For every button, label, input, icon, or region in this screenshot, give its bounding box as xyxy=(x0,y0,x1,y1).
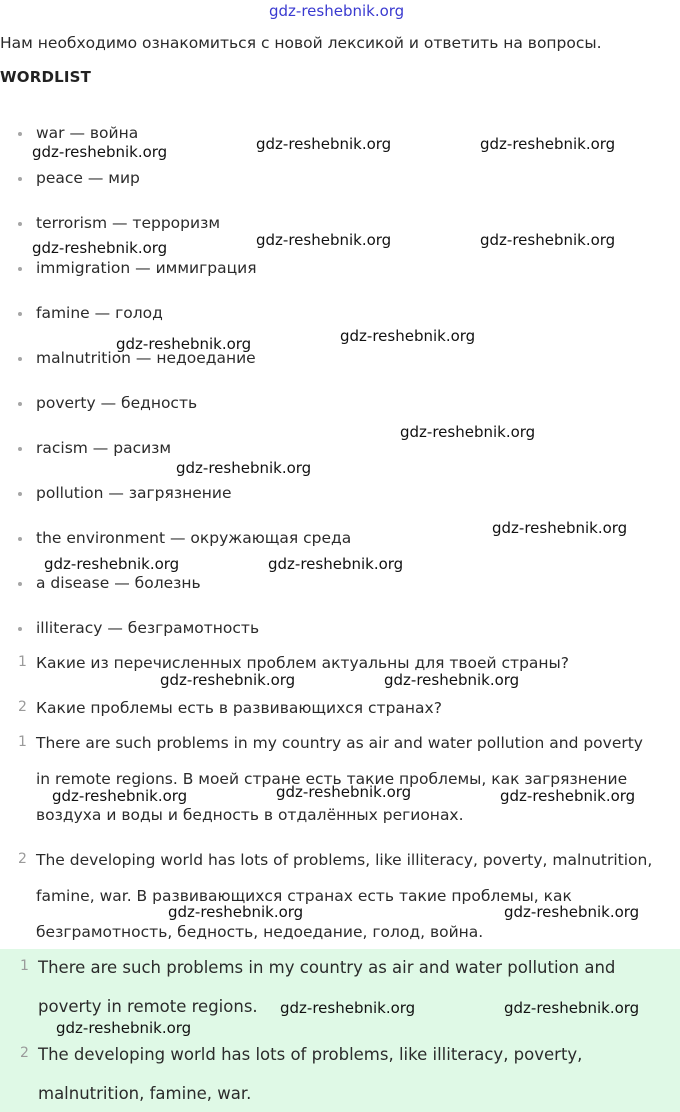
answer-line: воздуха и воды и бедность в отдалённых регионах. xyxy=(36,806,464,824)
watermark: gdz-reshebnik.org xyxy=(52,787,188,805)
list-item: poverty — бедность xyxy=(36,394,197,412)
bullet-icon xyxy=(18,312,22,316)
watermark: gdz-reshebnik.org xyxy=(56,1019,192,1037)
watermark: gdz-reshebnik.org xyxy=(492,519,628,537)
list-item: immigration — иммиграция xyxy=(36,259,257,277)
bullet-icon xyxy=(18,177,22,181)
watermark: gdz-reshebnik.org xyxy=(256,135,392,153)
bullet-icon xyxy=(18,582,22,586)
highlighted-answer-line: malnutrition, famine, war. xyxy=(38,1084,252,1103)
watermark: gdz-reshebnik.org xyxy=(268,555,404,573)
list-item: famine — голод xyxy=(36,304,163,322)
list-item: malnutrition — недоедание xyxy=(36,349,256,367)
watermark: gdz-reshebnik.org xyxy=(276,783,412,801)
answer-line: 2 The developing world has lots of problems, like illiteracy, poverty, malnutrition, xyxy=(18,851,653,869)
watermark: gdz-reshebnik.org xyxy=(504,903,640,921)
watermark: gdz-reshebnik.org xyxy=(168,903,304,921)
bullet-icon xyxy=(18,627,22,631)
list-item: pollution — загрязнение xyxy=(36,484,232,502)
list-item: a disease — болезнь xyxy=(36,574,201,592)
list-item: illiteracy — безграмотность xyxy=(36,619,259,637)
wordlist-heading: WORDLIST xyxy=(0,68,92,86)
list-item: peace — мир xyxy=(36,169,140,187)
watermark: gdz-reshebnik.org xyxy=(480,135,616,153)
highlighted-answer-line: 2 The developing world has lots of problems, like illiteracy, poverty, xyxy=(20,1045,583,1064)
answer-line: безграмотность, бедность, недоедание, голод, война. xyxy=(36,923,484,941)
bullet-icon xyxy=(18,357,22,361)
watermark: gdz-reshebnik.org xyxy=(176,459,312,477)
list-item: racism — расизм xyxy=(36,439,171,457)
list-item: war — война xyxy=(36,124,138,142)
watermark: gdz-reshebnik.org xyxy=(340,327,476,345)
watermark: gdz-reshebnik.org xyxy=(400,423,536,441)
watermark: gdz-reshebnik.org xyxy=(480,231,616,249)
highlighted-answer-line: poverty in remote regions. xyxy=(38,997,258,1016)
bullet-icon xyxy=(18,402,22,406)
watermark: gdz-reshebnik.org xyxy=(256,231,392,249)
list-item: the environment — окружающая среда xyxy=(36,529,351,547)
answer-line: famine, war. В развивающихся странах есть такие проблемы, как xyxy=(36,887,572,905)
watermark: gdz-reshebnik.org xyxy=(116,335,252,353)
watermark: gdz-reshebnik.org xyxy=(32,239,168,257)
bullet-icon xyxy=(18,132,22,136)
watermark: gdz-reshebnik.org xyxy=(384,671,520,689)
question-item: 1 Какие из перечисленных проблем актуальны для твоей страны? xyxy=(18,654,570,672)
answer-line: in remote regions. В моей стране есть такие проблемы, как загрязнение xyxy=(36,770,628,788)
watermark: gdz-reshebnik.org xyxy=(504,999,640,1017)
watermark: gdz-reshebnik.org xyxy=(44,555,180,573)
answer-line: 1 There are such problems in my country as air and water pollution and poverty xyxy=(18,734,643,752)
bullet-icon xyxy=(18,222,22,226)
highlighted-answer-line: 1 There are such problems in my country as air and water pollution and xyxy=(20,958,616,977)
bullet-icon xyxy=(18,267,22,271)
bullet-icon xyxy=(18,537,22,541)
intro-text: Нам необходимо ознакомиться с новой лексикой и ответить на вопросы. xyxy=(0,34,602,52)
watermark: gdz-reshebnik.org xyxy=(32,143,168,161)
list-item: terrorism — терроризм xyxy=(36,214,220,232)
bullet-icon xyxy=(18,492,22,496)
watermark: gdz-reshebnik.org xyxy=(280,999,416,1017)
watermark: gdz-reshebnik.org xyxy=(500,787,636,805)
watermark: gdz-reshebnik.org xyxy=(160,671,296,689)
site-watermark-top[interactable]: gdz-reshebnik.org xyxy=(269,2,405,20)
question-item: 2 Какие проблемы есть в развивающихся странах? xyxy=(18,699,442,717)
bullet-icon xyxy=(18,447,22,451)
